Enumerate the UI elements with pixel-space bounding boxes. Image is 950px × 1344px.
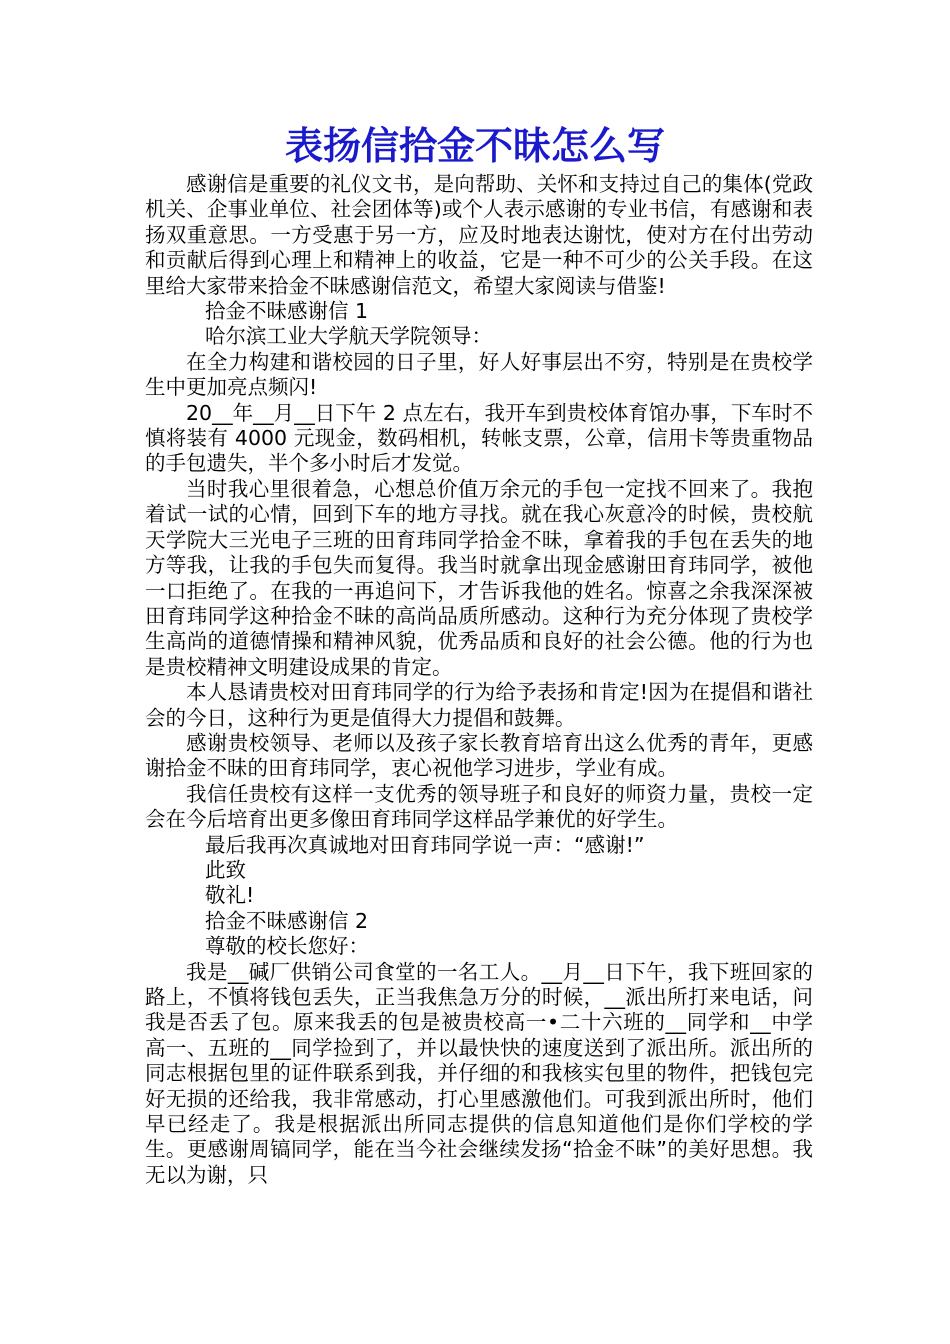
paragraph-salutation-1: 哈尔滨工业大学航天学院领导： [205, 324, 492, 349]
document-title: 表扬信拾金不昧怎么写 [284, 124, 665, 168]
paragraph: 20__年__月__日下午 2 点左右，我开车到贵校体育馆办事，下车时不慎将装有 4000 元现金，数码相机，转帐支票，公章，信用卡等贵重物品的手包遗失，半个多小时后才发觉。 [145, 400, 813, 476]
document-body [145, 172, 813, 1188]
paragraph: 在全力构建和谐校园的日子里，好人好事层出不穷，特别是在贵校学生中更加亮点频闪! [145, 349, 813, 400]
paragraph-heading-letter-2: 拾金不昧感谢信 2 [205, 908, 369, 933]
paragraph-closing-2: 敬礼! [205, 883, 255, 908]
paragraph-intro: 感谢信是重要的礼仪文书，是向帮助、关怀和支持过自己的集体(党政机关、企事业单位、社会团体等)或个人表示感谢的专业书信，有感谢和表扬双重意思。一方受惠于另一方，应及时地表达谢忱，使对方在付出劳动和贡献后得到心理上和精神上的收益，它是一种不可少的公关手段。在这里给大家带来拾金不昧感谢信范文，希望大家阅读与借鉴! [145, 172, 813, 298]
paragraph: 最后我再次真诚地对田育玮同学说一声：“感谢!” [205, 832, 645, 857]
paragraph-heading-letter-1: 拾金不昧感谢信 1 [205, 299, 369, 324]
paragraph: 本人恳请贵校对田育玮同学的行为给予表扬和肯定!因为在提倡和谐社会的今日，这种行为更是值得大力提倡和鼓舞。 [145, 680, 813, 730]
paragraph: 感谢贵校领导、老师以及孩子家长教育培育出这么优秀的青年，更感谢拾金不昧的田育玮同学，衷心祝他学习进步，学业有成。 [145, 730, 813, 781]
paragraph: 我是__碱厂供销公司食堂的一名工人。__月__日下午，我下班回家的路上，不慎将钱包丢失，正当我焦急万分的时候，__派出所打来电话，问我是否丢了包。原来我丢的包是被贵校高一•二十六班的__同学和__中学高一、五班的__同学捡到了，并以最快快的速度送到了派出所。派出所的同志根据包里的证件联系到我，并仔细的和我核实包里的物件，把钱包完好无损的还给我，我非常感动，打心里感激他们。可我到派出所时，他们早已经走了。我是根据派出所同志提供的信息知道他们是你们学校的学生。更感谢周镐同学，能在当今社会继续发扬“拾金不昧”的美好思想。我无以为谢，只 [145, 959, 813, 1187]
paragraph-closing-1: 此致 [205, 857, 246, 882]
paragraph: 当时我心里很着急，心想总价值万余元的手包一定找不回来了。我抱着试一试的心情，回到下车的地方寻找。就在我心灰意冷的时候，贵校航天学院大三光电子三班的田育玮同学拾金不昧，拿着我的手包在丢失的地方等我，让我的手包失而复得。我当时就拿出现金感谢田育玮同学，被他一口拒绝了。在我的一再追问下，才告诉我他的姓名。惊喜之余我深深被田育玮同学这种拾金不昧的高尚品质所感动。这种行为充分体现了贵校学生高尚的道德情操和精神风貌，优秀品质和良好的社会公德。他的行为也是贵校精神文明建设成果的肯定。 [145, 476, 813, 679]
paragraph: 我信任贵校有这样一支优秀的领导班子和良好的师资力量，贵校一定会在今后培育出更多像田育玮同学这样品学兼优的好学生。 [145, 781, 813, 832]
paragraph-salutation-2: 尊敬的校长您好： [205, 934, 369, 959]
